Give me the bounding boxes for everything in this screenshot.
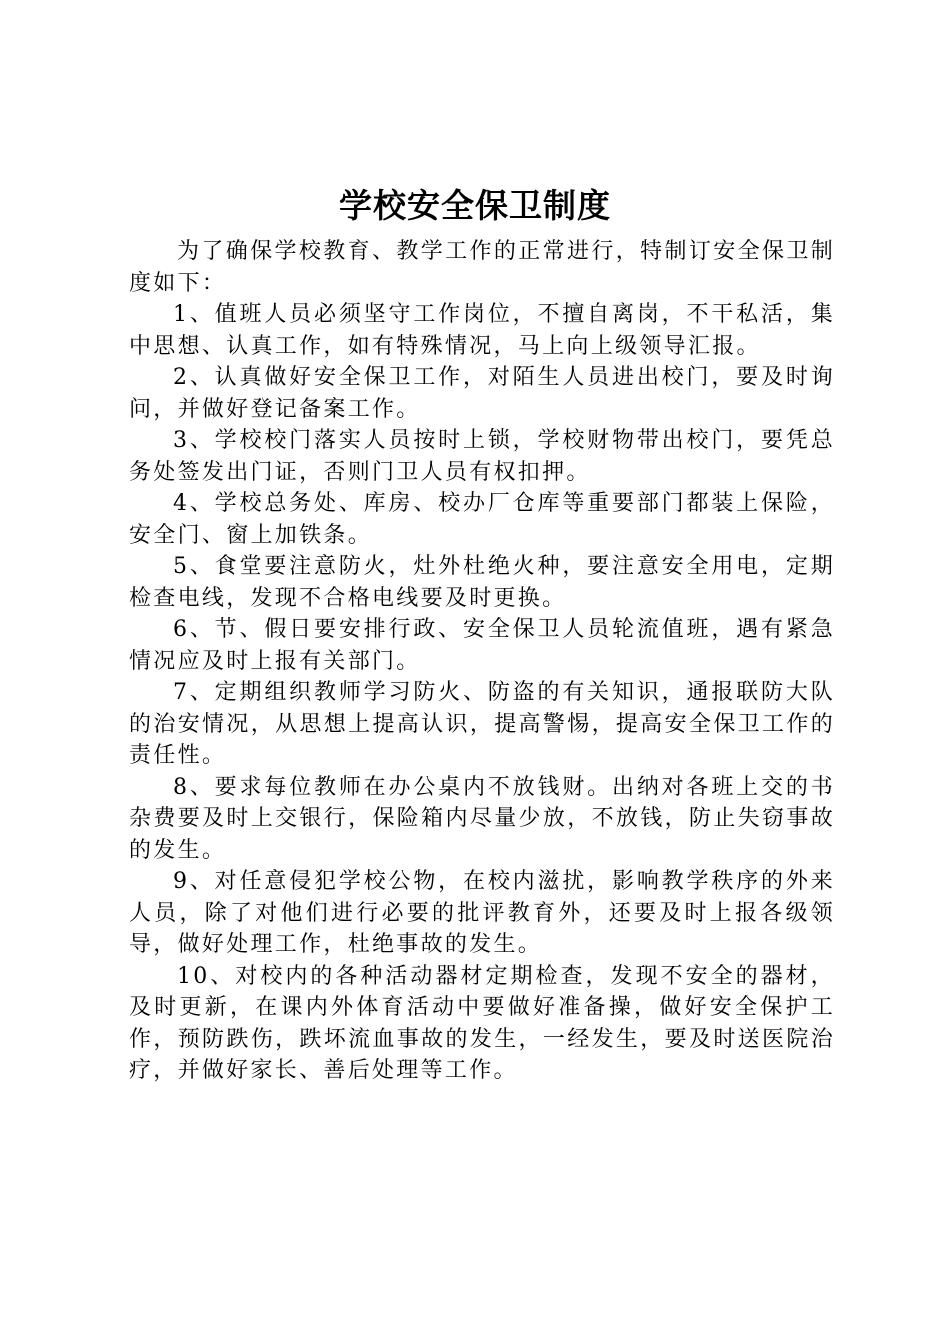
rule-paragraph-6: 6、节、假日要安排行政、安全保卫人员轮流值班，遇有紧急情况应及时上报有关部门。 <box>129 617 835 674</box>
rule-paragraph-9: 9、对任意侵犯学校公物，在校内滋扰，影响教学秩序的外来人员，除了对他们进行必要的批评教育外，还要及时上报各级领导，做好处理工作，杜绝事故的发生。 <box>129 869 835 957</box>
rule-paragraph-2: 2、认真做好安全保卫工作，对陌生人员进出校门，要及时询问，并做好登记备案工作。 <box>129 365 835 422</box>
rule-paragraph-5: 5、食堂要注意防火，灶外杜绝火种，要注意安全用电，定期检查电线，发现不合格电线要及时更换。 <box>129 554 835 611</box>
rule-paragraph-7: 7、定期组织教师学习防火、防盗的有关知识，通报联防大队的治安情况，从思想上提高认识，提高警惕，提高安全保卫工作的责任性。 <box>129 680 835 768</box>
rule-paragraph-3: 3、学校校门落实人员按时上锁，学校财物带出校门，要凭总务处签发出门证，否则门卫人员有权扣押。 <box>129 428 835 485</box>
rule-paragraph-1: 1、值班人员必须坚守工作岗位，不擅自离岗，不干私活，集中思想、认真工作，如有特殊情况，马上向上级领导汇报。 <box>129 302 835 359</box>
rule-paragraph-4: 4、学校总务处、库房、校办厂仓库等重要部门都装上保险，安全门、窗上加铁条。 <box>129 491 835 548</box>
document-body <box>129 236 835 1087</box>
rule-paragraph-10: 10、对校内的各种活动器材定期检查，发现不安全的器材，及时更新，在课内外体育活动中要做好准备操，做好安全保护工作，预防跌伤，跌坏流血事故的发生，一经发生，要及时送医院治疗，并做好家长、善后处理等工作。 <box>129 963 835 1083</box>
document-title: 学校安全保卫制度 <box>339 186 611 225</box>
rule-paragraph-8: 8、要求每位教师在办公桌内不放钱财。出纳对各班上交的书杂费要及时上交银行，保险箱内尽量少放，不放钱，防止失窃事故的发生。 <box>129 774 835 863</box>
intro-paragraph: 为了确保学校教育、教学工作的正常进行，特制订安全保卫制度如下： <box>129 239 835 296</box>
